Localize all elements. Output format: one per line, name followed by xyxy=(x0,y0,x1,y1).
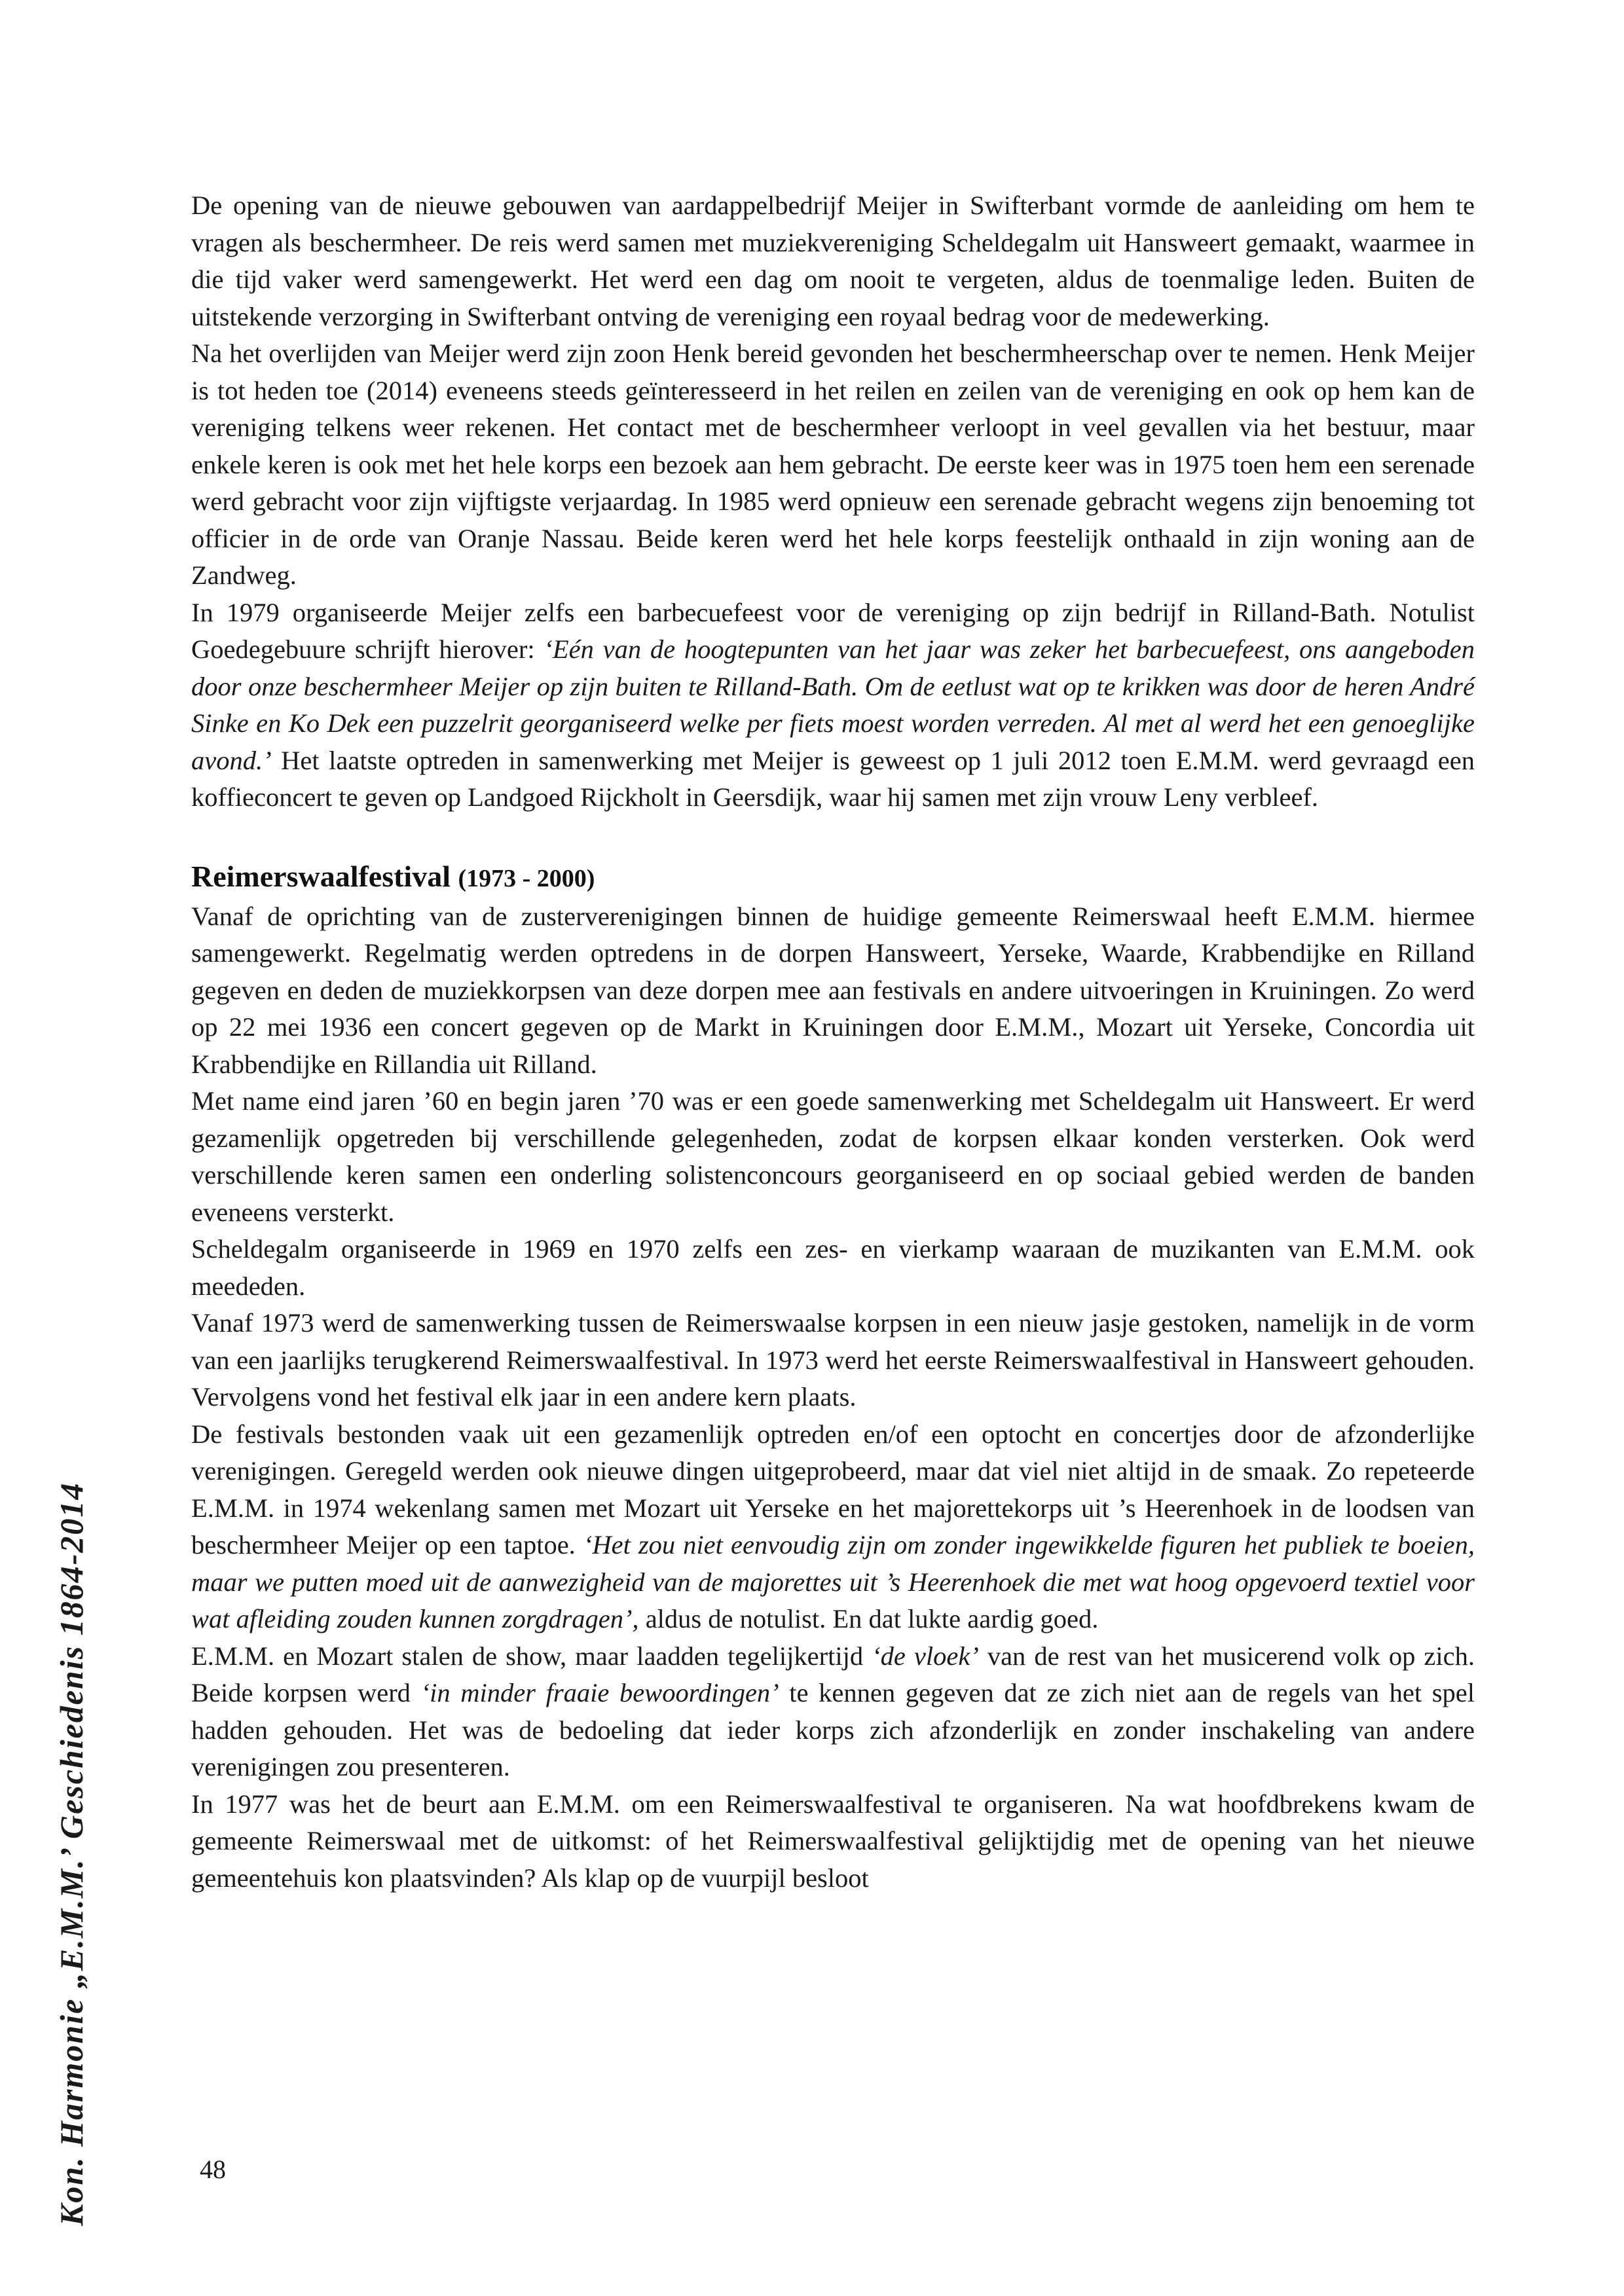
quote: ‘de vloek’ xyxy=(872,1641,979,1671)
page-body xyxy=(191,187,1475,1897)
quote: ‘Eén van de hoogtepunten van het jaar was zeker het barbecuefeest, ons aangeboden door onze beschermheer Meijer op zijn buiten te Rilland-Bath. Om de eetlust wat op te krikken was door de heren André Sinke en Ko Dek een puzzelrit georganiseerd welke per fiets moest worden verreden. Al met al werd het een genoeglijke avond.’ xyxy=(191,634,1475,775)
paragraph: In 1977 was het de beurt aan E.M.M. om een Reimerswaalfestival te organiseren. Na wat hoofdbrekens kwam de gemeente Reimerswaal met de uitkomst: of het Reimerswaalfestival gelijktijdig met de opening van het nieuwe gemeentehuis kon plaatsvinden? Als klap op de vuurpijl besloot xyxy=(191,1789,1475,1893)
paragraph xyxy=(191,594,1475,816)
paragraph-text: aldus de notulist. En dat lukte aardig goed. xyxy=(638,1604,1099,1633)
paragraph-text: van de rest van het musicerend volk op zich. Beide korpsen werd xyxy=(191,1641,1475,1707)
paragraph xyxy=(191,1416,1475,1638)
section-years: (1973 - 2000) xyxy=(458,864,595,892)
paragraph: Met name eind jaren ’60 en begin jaren ’70 was er een goede samenwerking met Scheldegalm uit Hansweert. Er werd gezamenlijk opgetreden bij verschillende gelegenheden, zodat de korpsen elkaar konden versterken. Ook werd verschillende keren samen een onderling solistenconcours georganiseerd en op sociaal gebied werden de banden eveneens versterkt. xyxy=(191,1086,1475,1227)
paragraph: De opening van de nieuwe gebouwen van aardappelbedrijf Meijer in Swifterbant vormde de aanleiding om hem te vragen als beschermheer. De reis werd samen met muziekvereniging Scheldegalm uit Hansweert gemaakt, waarmee in die tijd vaker werd samengewerkt. Het werd een dag om nooit te vergeten, aldus de toenmalige leden. Buiten de uitstekende verzorging in Swifterbant ontving de vereniging een royaal bedrag voor de medewerking. xyxy=(191,191,1475,331)
paragraph-text: Het laatste optreden in samenwerking met Meijer is geweest op 1 juli 2012 toen E.M.M. werd gevraagd een koffieconcert te geven op Landgoed Rijckholt in Geersdijk, waar hij samen met zijn vrouw Leny verbleef. xyxy=(191,745,1475,812)
paragraph-text: De festivals bestonden vaak uit een gezamenlijk optreden en/of een optocht en concertjes door de afzonderlijke verenigingen. Geregeld werden ook nieuwe dingen uitgeprobeerd, maar dat viel niet altijd in de smaak. Zo repeteerde E.M.M. in 1974 wekenlang samen met Mozart uit Yerseke en het majorettekorps uit ’s Heerenhoek in de loodsen van beschermheer Meijer op een taptoe. xyxy=(191,1419,1475,1559)
paragraph: Vanaf 1973 werd de samenwerking tussen de Reimerswaalse korpsen in een nieuw jasje gestoken, namelijk in de vorm van een jaarlijks terugkerend Reimerswaalfestival. In 1973 werd het eerste Reimerswaalfestival in Hansweert gehouden. Vervolgens vond het festival elk jaar in een andere kern plaats. xyxy=(191,1308,1475,1412)
paragraph-text: E.M.M. en Mozart stalen de show, maar laadden tegelijkertijd xyxy=(191,1641,872,1671)
paragraph-text: te kennen gegeven dat ze zich niet aan de regels van het spel hadden gehouden. Het was de bedoeling dat ieder korps zich afzonderlijk en zonder inschakeling van andere verenigingen zou presenteren. xyxy=(191,1678,1475,1781)
section-title: Reimerswaalfestival xyxy=(191,859,451,893)
quote: ‘Het zou niet eenvoudig zijn om zonder ingewikkelde figuren het publiek te boeien, maar we putten moed uit de aanwezigheid van de majorettes uit ’s Heerenhoek die met wat hoog opgevoerd textiel voor wat afleiding zouden kunnen zorgdragen’, xyxy=(191,1530,1475,1633)
page-number: 48 xyxy=(200,2155,226,2184)
section-heading xyxy=(191,857,1475,898)
quote: ‘in minder fraaie bewoordingen’ xyxy=(420,1678,779,1707)
paragraph: Vanaf de oprichting van de zusterverenigingen binnen de huidige gemeente Reimerswaal heeft E.M.M. hiermee samengewerkt. Regelmatig werden optredens in de dorpen Hansweert, Yerseke, Waarde, Krabbendijke en Rilland gegeven en deden de muziekkorpsen van deze dorpen mee aan festivals en andere uitvoeringen in Kruiningen. Zo werd op 22 mei 1936 een concert gegeven op de Markt in Kruiningen door E.M.M., Mozart uit Yerseke, Concordia uit Krabbendijke en Rillandia uit Rilland. xyxy=(191,901,1475,1079)
side-running-title: Kon. Harmonie „E.M.M.’ Geschiedenis 1864-2014 xyxy=(53,1482,90,2226)
paragraph xyxy=(191,1638,1475,1786)
paragraph: Na het overlijden van Meijer werd zijn zoon Henk bereid gevonden het beschermheerschap over te nemen. Henk Meijer is tot heden toe (2014) eveneens steeds geïnteresseerd in het reilen en zeilen van de vereniging en ook op hem kan de vereniging telkens weer rekenen. Het contact met de beschermheer verloopt in veel gevallen via het bestuur, maar enkele keren is ook met het hele korps een bezoek aan hem gebracht. De eerste keer was in 1975 toen hem een serenade werd gebracht voor zijn vijftigste verjaardag. In 1985 werd opnieuw een serenade gebracht wegens zijn benoeming tot officier in de orde van Oranje Nassau. Beide keren werd het hele korps feestelijk onthaald in zijn woning aan de Zandweg. xyxy=(191,338,1475,590)
paragraph: Scheldegalm organiseerde in 1969 en 1970 zelfs een zes- en vierkamp waaraan de muzikanten van E.M.M. ook meededen. xyxy=(191,1234,1475,1301)
paragraph-text: In 1979 organiseerde Meijer zelfs een barbecuefeest voor de vereniging op zijn bedrijf in Rilland-Bath. Notulist Goedegebuure schrijft hierover: xyxy=(191,597,1475,664)
